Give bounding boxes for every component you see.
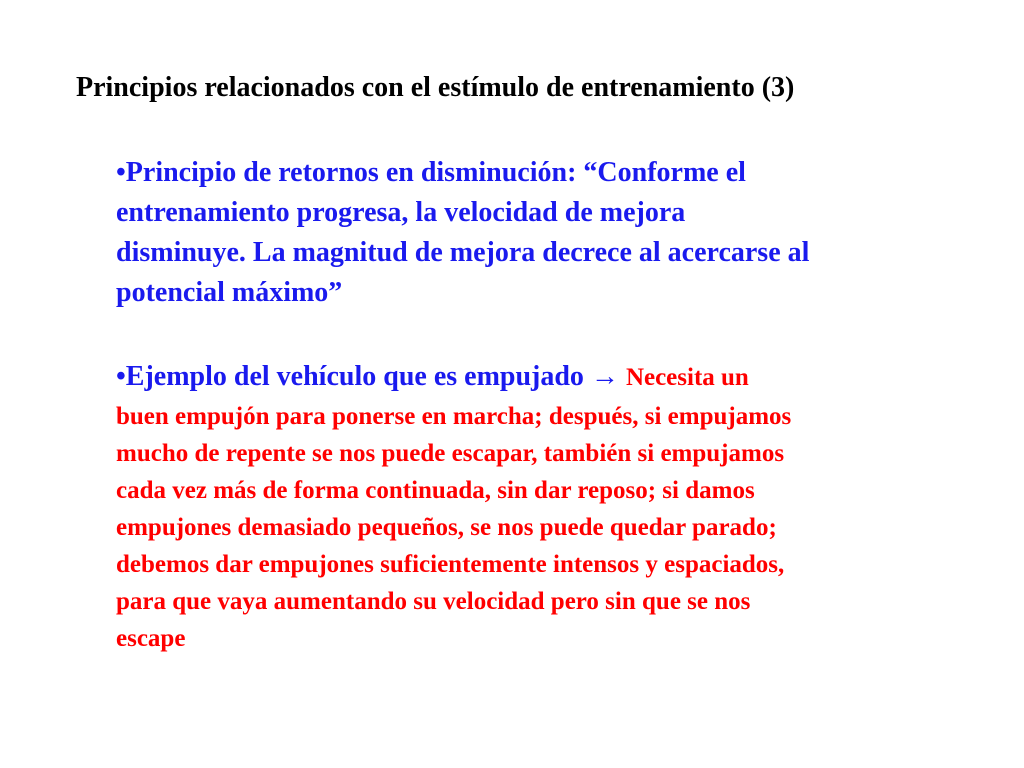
bullet-2-lead: •Ejemplo del vehículo que es empujado → — [116, 361, 626, 392]
bullet-1-line: disminuye. La magnitud de mejora decrece al acercarse al — [116, 237, 810, 268]
bullet-2-line: mucho de repente se nos puede escapar, también si empujamos — [116, 440, 785, 467]
bullet-2-line: buen empujón para ponerse en marcha; después, si empujamos — [116, 403, 792, 430]
bullet-2-line: escape — [116, 625, 186, 652]
bullet-2-line: empujones demasiado pequeños, se nos puede quedar parado; — [116, 514, 777, 541]
bullet-1-line: potencial máximo” — [116, 277, 343, 308]
bullet-1-line: •Principio de retornos en disminución: “Conforme el — [116, 157, 746, 188]
bullet-1-line: entrenamiento progresa, la velocidad de mejora — [116, 197, 686, 228]
bullet-2-line: para que vaya aumentando su velocidad pero sin que se nos — [116, 588, 751, 615]
bullet-diminishing-returns — [116, 153, 986, 313]
bullet-2-red-start: Necesita un — [625, 364, 749, 391]
bullet-2-line: debemos dar empujones suficientemente intensos y espaciados, — [116, 551, 785, 578]
bullet-vehicle-example — [116, 357, 986, 657]
slide-title: Principios relacionados con el estímulo de entrenamiento (3) — [76, 72, 795, 103]
bullet-2-first-line — [116, 357, 986, 398]
bullet-2-body — [116, 398, 986, 657]
bullet-2-line: cada vez más de forma continuada, sin dar reposo; si damos — [116, 477, 755, 504]
